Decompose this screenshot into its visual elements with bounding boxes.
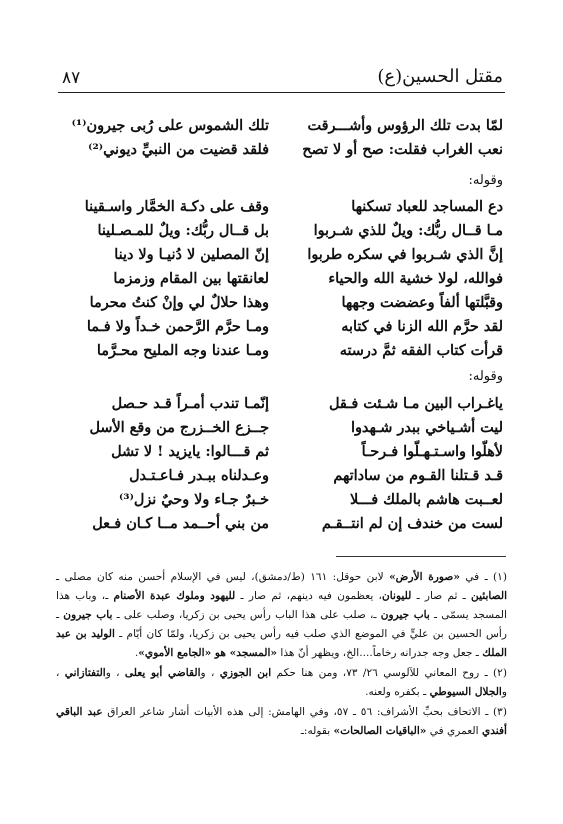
verse-right: فوالله، لولا خشية الله والحياء [328, 270, 503, 287]
footnote-segment: ، و [200, 667, 220, 679]
footnote-segment: ـ ثم صار ـ [411, 590, 472, 602]
footnote-segment: الوليد بن عبد الملك [56, 628, 507, 659]
verse-left: لعانقتها بين المقام وزمزما [113, 270, 269, 287]
footnote-1 [56, 568, 507, 663]
footnote-2 [56, 664, 507, 702]
footnote-segment: ، و [56, 667, 507, 698]
verse-right: قـد قـتلنا القـوم من ساداتهم [333, 467, 503, 484]
verse-left: ثم قـــالوا: يايزيد ! لا تشل [111, 443, 269, 460]
footnote-segment: القاضي أبو يعلى [124, 667, 201, 679]
footnote-segment: ـ بكفره ولعنه. [365, 686, 430, 698]
footnote-segment: ابن الجوزي [219, 667, 272, 679]
running-title: مقتل الحسين(ع) [377, 66, 503, 87]
verse-left: إنّ المصلين لا دُنيـا ولا دينا [114, 246, 269, 263]
footnote-segment: باب جيرون [63, 609, 113, 621]
verse-right: وقبَّلتها ألفاً وعضضت وجهها [341, 294, 503, 311]
verse-left: بل قــال ربُّك: ويلٌ للمـصـلينا [97, 222, 269, 239]
intro-label: وقوله: [468, 173, 503, 188]
footnote-segment: ـ، وباب هذا المسجد يسمّى ـ [56, 590, 507, 621]
verse-right: لمّا بدت تلك الرؤوس وأشـــرقت [307, 117, 503, 134]
verse-right: لست من خندف إن لم انتــقـم [321, 515, 503, 532]
footnote-segment: باب جيرون [380, 609, 430, 621]
footnote-3 [56, 703, 507, 741]
verse-right: إنَّ الذي شـربوا في سكره طربوا [307, 246, 503, 263]
footnote-divider [336, 556, 506, 557]
footnote-segment: لليونان [381, 590, 412, 602]
intro-label: وقوله: [468, 369, 503, 384]
verse-right: لعــبت هاشم بالملك فـــلا [350, 491, 503, 508]
verse-left: جــزع الخــزرج من وقع الأسل [89, 419, 269, 436]
verse-right: ليت أشـياخي ببدر شـهدوا [350, 419, 503, 436]
footnote-segment: لليهود وملوك عبدة الأصنام [113, 590, 236, 602]
verse-right: دع المساجد للعباد تسكنها [351, 198, 503, 215]
footnote-segment: (١) ـ في [460, 571, 507, 583]
footnote-segment: «المسجد» هو «الجامع الأموي» [138, 647, 278, 659]
verse-left: وهذا حلالٌ لي وإنْ كنتُ محرما [89, 294, 269, 311]
footnote-segment: (٢) ـ روح المعاني للآلوسي ٢٦/ ٧٣، ومن هنا حكم [271, 667, 507, 679]
footnote-segment: لابن حوقل: ١٦١ (ط/دمشق)، ليس في الإسلام أحسن منه كان مصلى ـ [56, 571, 390, 583]
footnote-segment: العمري في [426, 725, 482, 737]
footnote-segment: عبد الباقي أفندي [56, 706, 507, 737]
verse-left: وقف على دكـة الخمَّار واسـقينا [84, 198, 269, 215]
verse-left: ومـا عندنا وجه المليح محـرَّما [96, 342, 269, 359]
verse-left: خـبرٌ جـاء ولا وحيٌ نزل⁽³⁾ [119, 491, 269, 508]
footnote-segment: بقوله:ـ [300, 725, 334, 737]
verse-left: وعـدلناه ببـدر فـاعـتـدل [129, 467, 269, 484]
verse-right: قرأت كتاب الفقه ثمَّ درسته [339, 342, 503, 359]
verse-left: إنّمـا تندب أمـراً قـد حـصل [111, 395, 269, 412]
footnote-segment: ـ جعل وجه جدرانه رخاماً....الخ، ويظهر أنّ هذا [277, 647, 483, 659]
header-divider [58, 92, 505, 93]
footnote-segment: ، و [105, 667, 125, 679]
verse-right: لقد حرَّم الله الزنا في كتابه [341, 318, 503, 335]
verse-left: فلقد قضيت من النبيِّ ديوني⁽²⁾ [88, 141, 269, 158]
footnote-segment: «الباقيات الصالحات» [333, 725, 427, 737]
page-number: ٨٧ [62, 68, 81, 88]
footnotes [56, 568, 507, 742]
footnote-segment: الصابئين [471, 590, 508, 602]
footnote-segment: الجلال السيوطي [429, 686, 502, 698]
footnote-segment: ، يعظمون فيه دينهم، ثم صار ـ [235, 590, 382, 602]
verse-right: نعب الغراب فقلت: صح أو لا تصح [302, 141, 503, 158]
verse-right: ياغـراب البين مـا شـئت فـقل [328, 395, 503, 412]
footnote-segment: (٣) ـ الاتحاف بحبِّ الأشراف: ٥٦ ـ ٥٧، وفي الهامش: إلى هذه الأبيات أشار شاعر العراق [102, 706, 507, 718]
footnote-segment: . [134, 647, 139, 659]
verse-left: من بني أحــمد مــا كـان فـعل [92, 515, 269, 532]
verse-right: لأهلّوا واسـتـهـلّوا فـرحـاً [361, 443, 503, 460]
verse-left: تلك الشموس على رُبى جيرون⁽¹⁾ [71, 117, 269, 134]
footnote-segment: ـ، صلب على هذا الباب رأس يحيى بن زكريا، وصلب على ـ [112, 609, 381, 621]
footnote-segment: «صورة الأرض» [389, 571, 461, 583]
footnote-segment: التفتازاني [64, 667, 106, 679]
verse-right: مـا قــال ربُّك: ويلٌ للذي شـربوا [313, 222, 503, 239]
verse-left: ومـا حرَّم الرَّحمن خـداً ولا فـما [86, 318, 269, 335]
footnote-segment: ـ رأس الحسين بن عليٍّ في الموضع الذي صلب فيه رأس يحيى بن زكريا، ولمّا كان أيّام ـ [56, 609, 507, 640]
